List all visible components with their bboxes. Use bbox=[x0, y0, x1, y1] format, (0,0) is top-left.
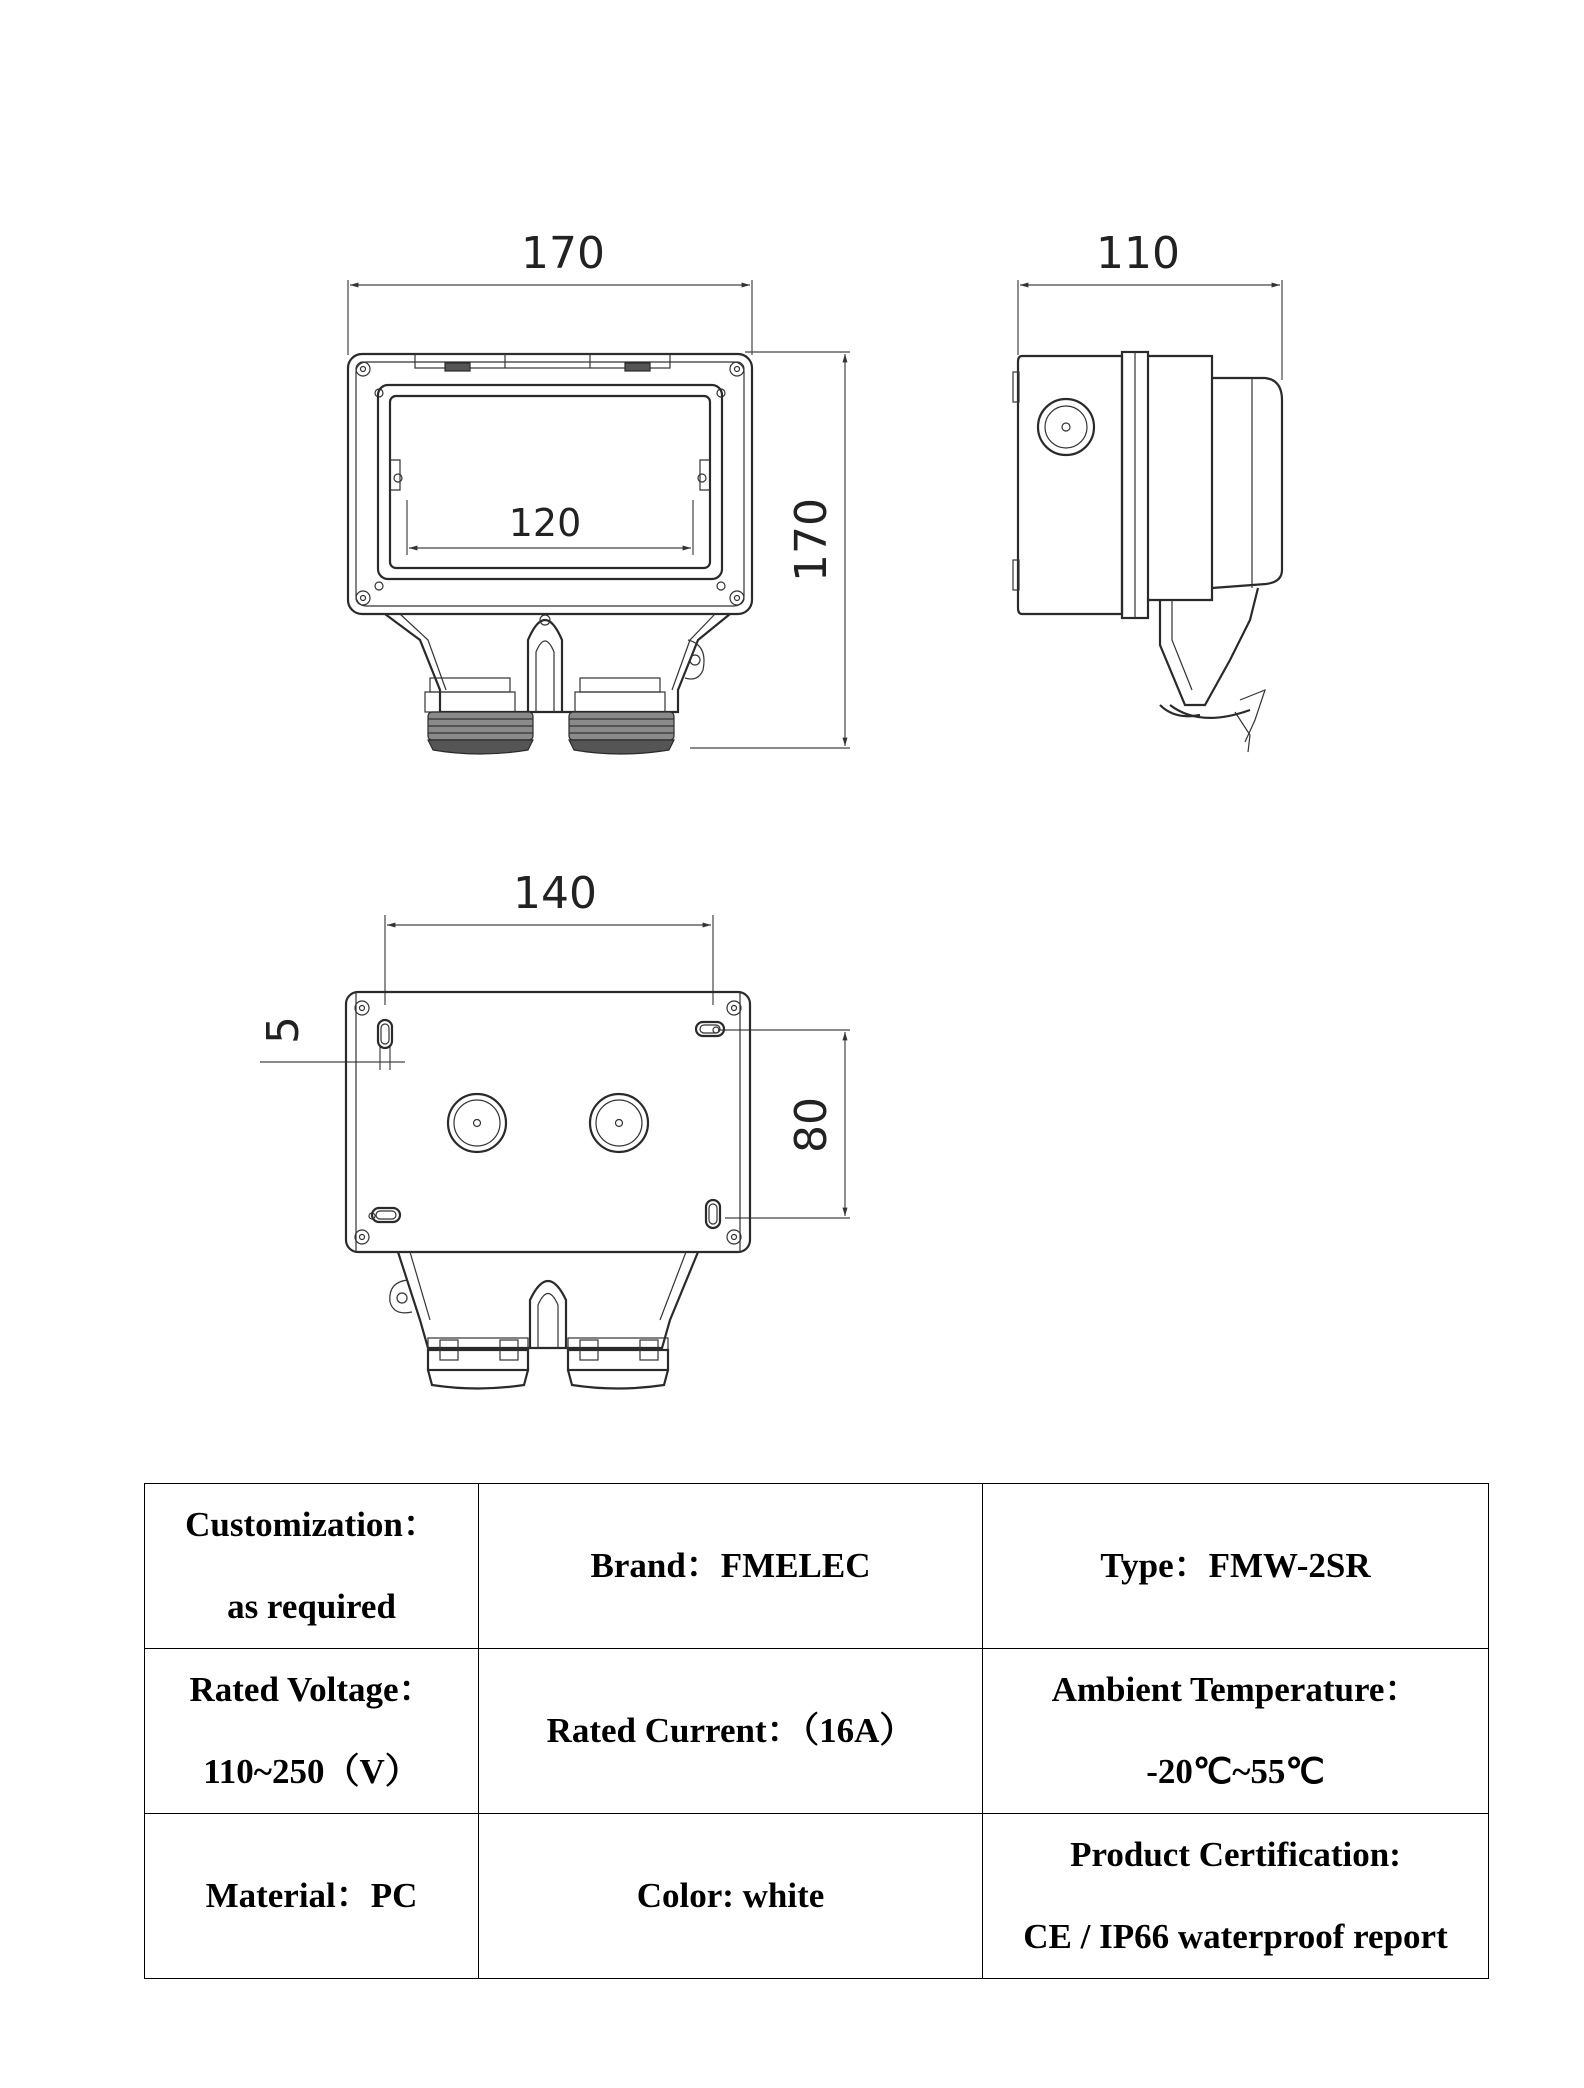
customization-value: as required bbox=[227, 1587, 396, 1626]
table-cell bbox=[145, 1649, 479, 1814]
ambient-temperature-value: -20℃~55℃ bbox=[1146, 1752, 1325, 1791]
table-cell bbox=[479, 1814, 983, 1979]
type-text: Type：FMW-2SR bbox=[1100, 1546, 1371, 1585]
front-view bbox=[348, 228, 850, 754]
table-cell bbox=[145, 1484, 479, 1649]
table-row bbox=[145, 1484, 1489, 1649]
slot-width-dimension: 5 bbox=[258, 1016, 309, 1044]
customization-label: Customization： bbox=[185, 1505, 438, 1544]
rated-current-text: Rated Current：（16A） bbox=[546, 1711, 915, 1750]
rated-voltage-label: Rated Voltage： bbox=[189, 1670, 434, 1709]
certification-label: Product Certification: bbox=[1070, 1835, 1401, 1874]
rear-view bbox=[258, 868, 850, 1389]
table-cell bbox=[479, 1484, 983, 1649]
ambient-temperature-label: Ambient Temperature： bbox=[1051, 1670, 1420, 1709]
side-depth-dimension: 110 bbox=[1096, 228, 1180, 279]
front-width-dimension: 170 bbox=[521, 228, 605, 279]
table-cell bbox=[983, 1484, 1489, 1649]
rated-voltage-value: 110~250（V） bbox=[203, 1752, 420, 1791]
spec-table bbox=[144, 1483, 1489, 1979]
rear-hole-spacing-dimension: 140 bbox=[513, 868, 597, 919]
side-view bbox=[1013, 228, 1282, 752]
rear-vertical-spacing-dimension: 80 bbox=[786, 1097, 837, 1153]
table-cell bbox=[983, 1814, 1489, 1979]
table-cell bbox=[479, 1649, 983, 1814]
table-cell bbox=[983, 1649, 1489, 1814]
brand-text: Brand：FMELEC bbox=[590, 1546, 871, 1585]
table-row bbox=[145, 1649, 1489, 1814]
table-cell bbox=[145, 1814, 479, 1979]
table-row bbox=[145, 1814, 1489, 1979]
material-text: Material：PC bbox=[205, 1876, 418, 1915]
color-text: Color: white bbox=[636, 1876, 825, 1915]
front-height-dimension: 170 bbox=[786, 498, 837, 582]
certification-value: CE / IP66 waterproof report bbox=[1023, 1917, 1448, 1956]
inner-width-dimension: 120 bbox=[508, 501, 582, 545]
